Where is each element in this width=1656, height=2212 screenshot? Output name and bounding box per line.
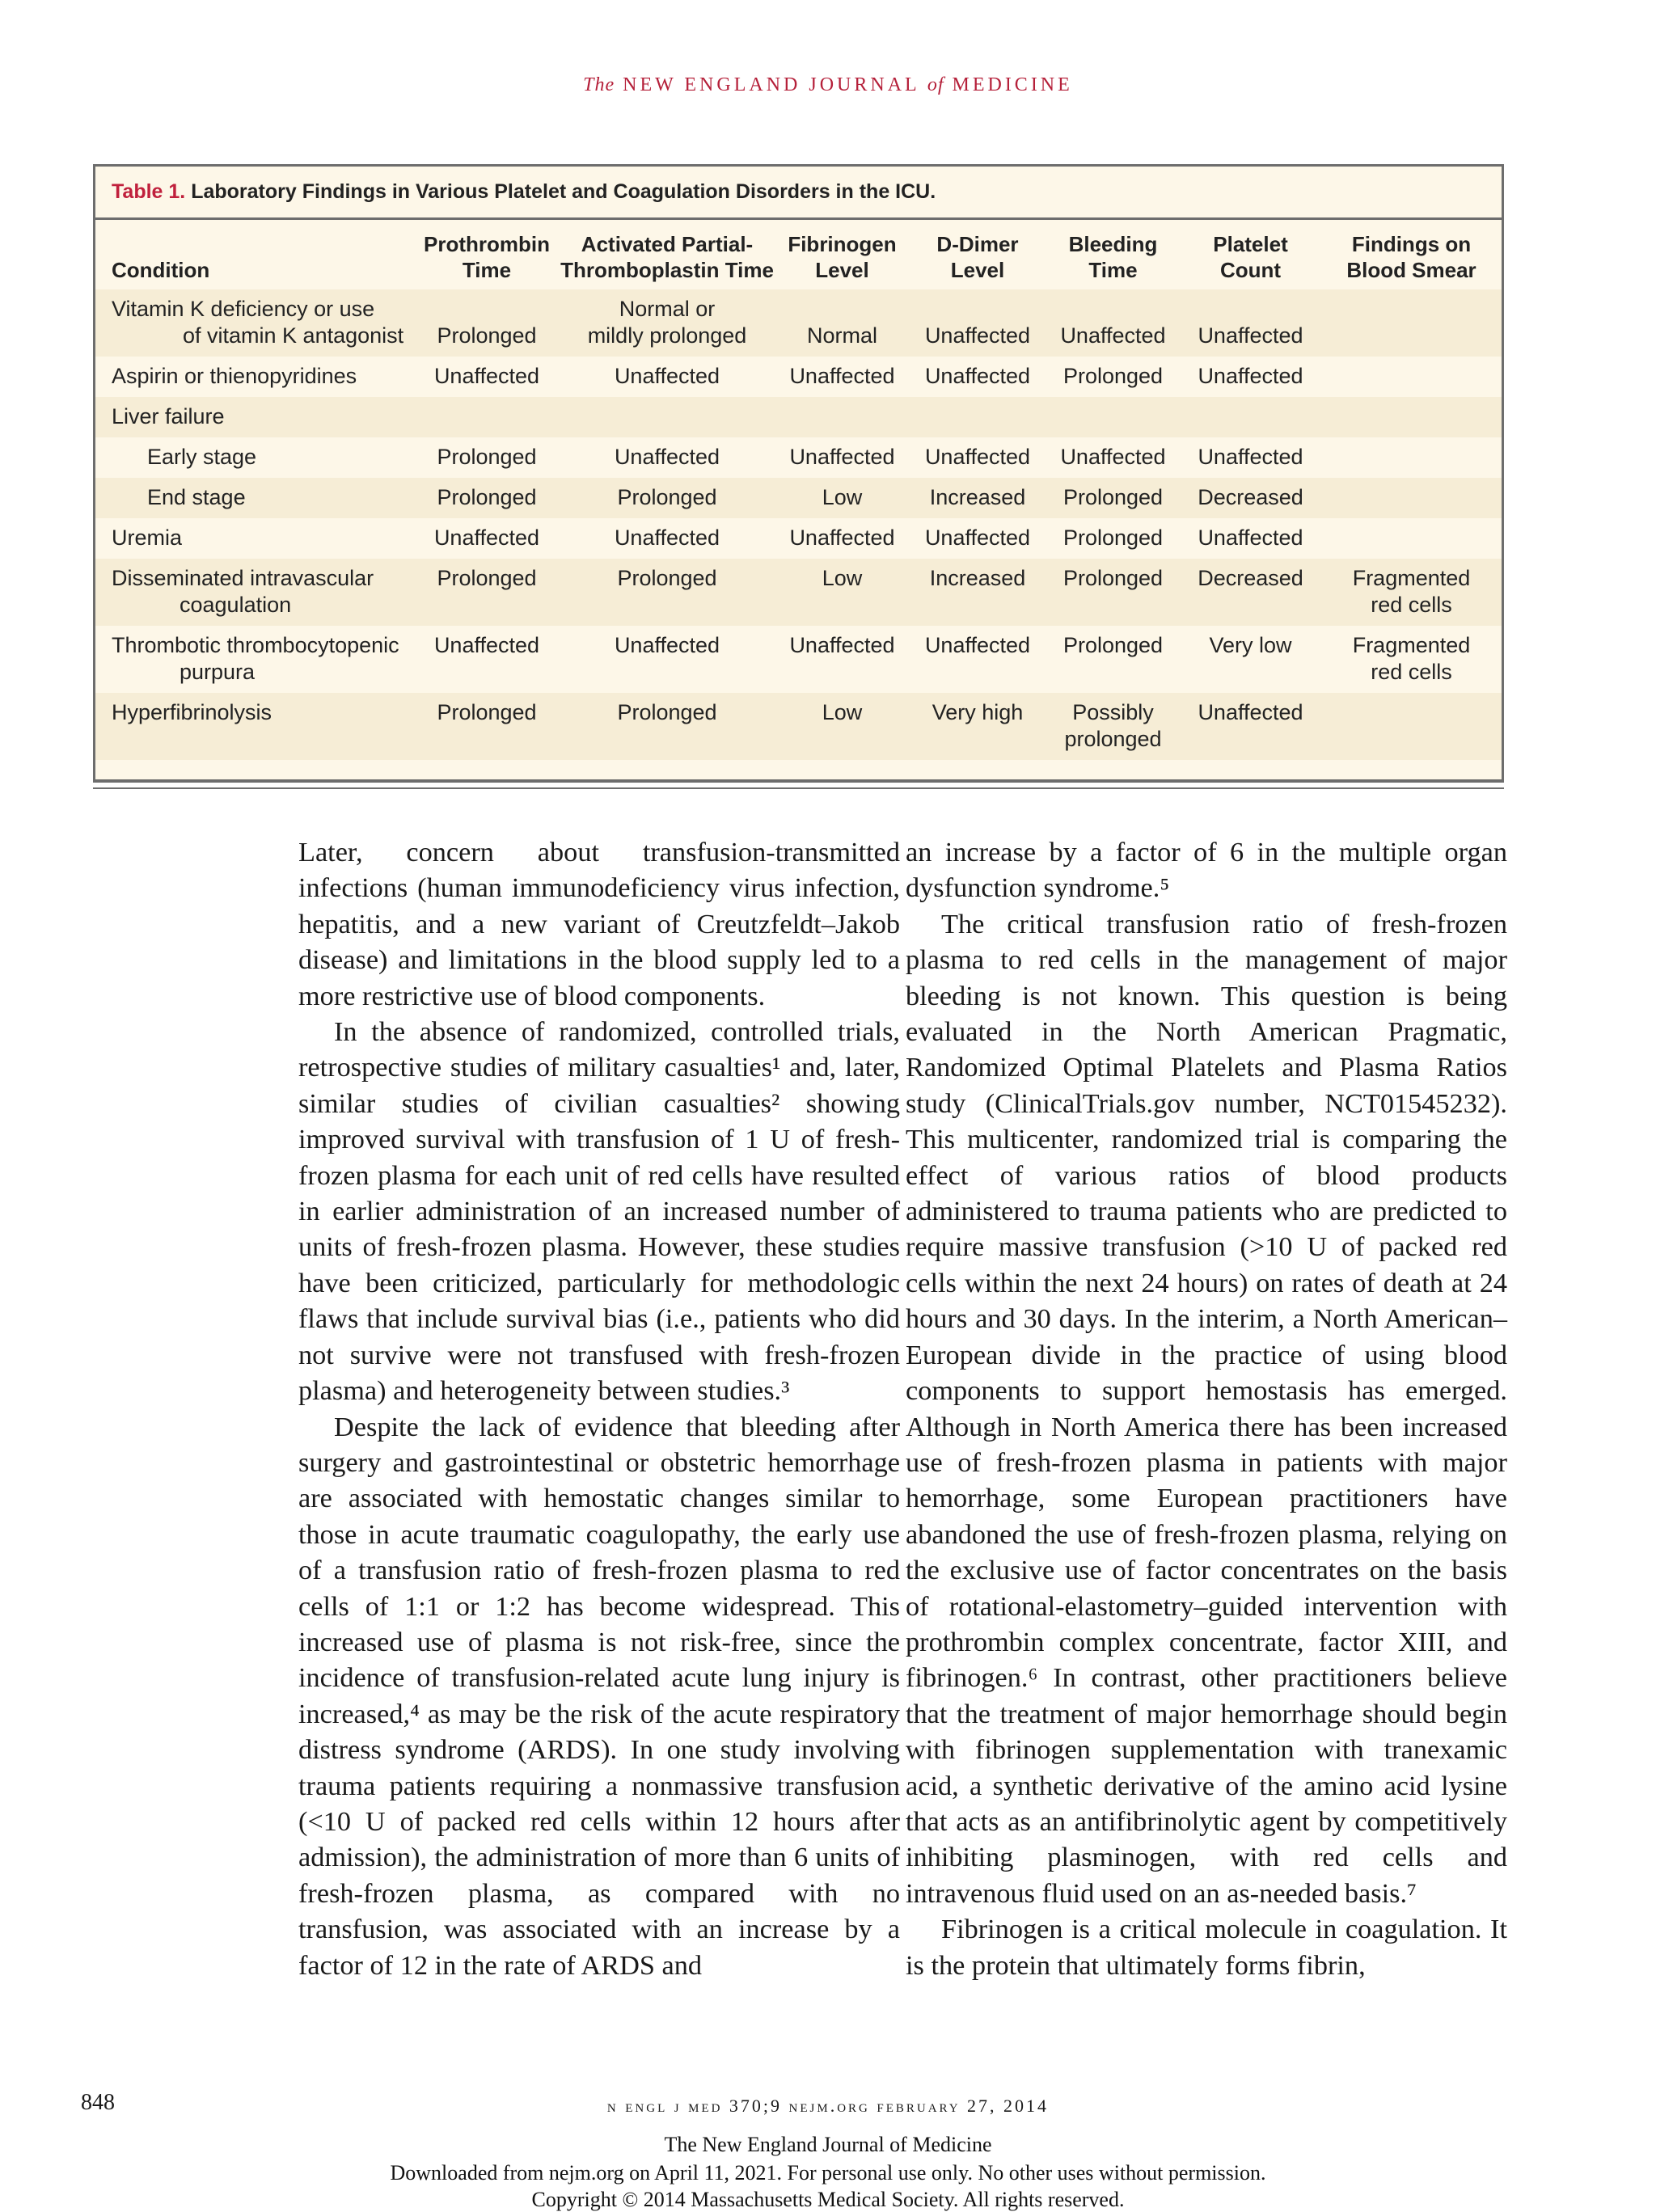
cell-aptt: Unaffected (559, 518, 775, 559)
cell-condition: Uremia (95, 518, 415, 559)
cell-pt: Prolonged (415, 478, 559, 518)
cell-condition: Vitamin K deficiency or use of vitamin K antagonist (95, 289, 415, 357)
table-title-text: Laboratory Findings in Various Platelet and Coagulation Disorders in the ICU. (191, 180, 936, 203)
running-head-of: of (927, 74, 944, 95)
paragraph: In the absence of randomized, controlled trials, retrospective studies of military casualties¹ and, later, similar studies of civilian casualties² showing improved survival with transfusion of 1 U of fresh-frozen plasma for each unit of red cells have resulted in earlier administration of an increased number of units of fresh-frozen plasma. However, these studies have been criticized, particularly for methodologic flaws that include survival bias (i.e., patients who did not survive were not transfused with fresh-frozen plasma) and heterogeneity between studies.³ (298, 1016, 900, 1407)
cell-blood-smear (1321, 289, 1502, 357)
col-header-condition: Condition (95, 220, 415, 289)
cell-bleeding-time: Unaffected (1046, 289, 1180, 357)
cell-pt: Prolonged (415, 289, 559, 357)
col-header-aptt: Activated Partial- Thromboplastin Time (559, 220, 775, 289)
paragraph: Later, concern about transfusion-transmitted infections (human immunodeficiency virus infection, hepatitis, and a new variant of Creutzfeldt–Jakob disease) and limitations in the blood supply led to a more restrictive use of blood components. (298, 837, 900, 1011)
paragraph: Fibrinogen is a critical molecule in coagulation. It is the protein that ultimately forms fibrin, (906, 1914, 1507, 1981)
cell-blood-smear (1321, 357, 1502, 397)
col-header-platelet-count: Platelet Count (1180, 220, 1321, 289)
cell-fibrinogen: Unaffected (775, 626, 909, 693)
cell-d-dimer: Increased (909, 559, 1046, 626)
cell-fibrinogen: Unaffected (775, 518, 909, 559)
cell-platelet-count: Unaffected (1180, 289, 1321, 357)
cell-fibrinogen: Low (775, 478, 909, 518)
footer-journal: The New England Journal of Medicine (664, 2133, 992, 2156)
col-header-fibrinogen: Fibrinogen Level (775, 220, 909, 289)
running-head-part1: NEW ENGLAND JOURNAL (623, 74, 919, 95)
cell-condition: Liver failure (95, 397, 415, 437)
running-head (0, 74, 1656, 96)
table-row (95, 626, 1502, 693)
cell-pt: Unaffected (415, 626, 559, 693)
cell-condition: Hyperfibrinolysis (95, 693, 415, 760)
cell-platelet-count: Very low (1180, 626, 1321, 693)
cell-bleeding-time: Prolonged (1046, 357, 1180, 397)
table-row (95, 289, 1502, 357)
right-column (906, 834, 1507, 1983)
cell-aptt: Prolonged (559, 478, 775, 518)
cell-blood-smear: Fragmented red cells (1321, 626, 1502, 693)
cell-condition: Aspirin or thienopyridines (95, 357, 415, 397)
cell-pt: Prolonged (415, 559, 559, 626)
left-column (298, 834, 900, 1983)
col-header-d-dimer: D-Dimer Level (909, 220, 1046, 289)
cell-platelet-count: Unaffected (1180, 693, 1321, 760)
cell-d-dimer: Unaffected (909, 357, 1046, 397)
table-row (95, 357, 1502, 397)
col-header-bleeding-time: Bleeding Time (1046, 220, 1180, 289)
cell-pt: Prolonged (415, 437, 559, 478)
cell-aptt: Unaffected (559, 357, 775, 397)
cell-blood-smear (1321, 693, 1502, 760)
cell-bleeding-time: Unaffected (1046, 437, 1180, 478)
running-head-the: The (583, 74, 615, 95)
cell-empty (415, 397, 1502, 437)
cell-condition: Disseminated intravascular coagulation (95, 559, 415, 626)
lab-findings-table (95, 220, 1502, 760)
cell-d-dimer: Very high (909, 693, 1046, 760)
cell-blood-smear (1321, 518, 1502, 559)
table-row (95, 518, 1502, 559)
copyright: Copyright © 2014 Massachusetts Medical Society. All rights reserved. (531, 2188, 1125, 2211)
table-title (95, 167, 1502, 220)
table-row (95, 693, 1502, 760)
cell-bleeding-time: Prolonged (1046, 559, 1180, 626)
table-label: Table 1. (112, 180, 186, 203)
cell-platelet-count: Unaffected (1180, 357, 1321, 397)
page-number: 848 (81, 2090, 115, 2115)
cell-aptt: Prolonged (559, 693, 775, 760)
download-notice: Downloaded from nejm.org on April 11, 2021. For personal use only. No other uses without permission. (390, 2161, 1266, 2185)
cell-fibrinogen: Unaffected (775, 437, 909, 478)
cell-platelet-count: Decreased (1180, 478, 1321, 518)
paragraph: The critical transfusion ratio of fresh-frozen plasma to red cells in the management of major bleeding is not known. This question is being evaluated in the North American Pragmatic, Randomized Optimal Platelets and Plasma Ratios study (ClinicalTrials.gov number, NCT01545232). This multicenter, randomized trial is comparing the effect of various ratios of blood products administered to trauma patients who are predicted to require massive transfusion (>10 U of packed red cells within the next 24 hours) on rates of death at 24 hours and 30 days. In the interim, a North American–European divide in the practice of using blood components to support hemostasis has emerged. Although in North America there has been increased use of fresh-frozen plasma in patients with major hemorrhage, some European practitioners have abandoned the use of fresh-frozen plasma, relying on the exclusive use of factor concentrates on the basis of rotational-elastometry–guided intervention with prothrombin complex concentrate, factor XIII, and fibrinogen.⁶ In contrast, other practitioners believe that the treatment of major hemorrhage should begin with fibrinogen supplementation with tranexamic acid, a synthetic derivative of the amino acid lysine that acts as an antifibrinolytic agent by competitively inhibiting plasminogen, with red cells and intravenous fluid used on an as-needed basis.⁷ (906, 908, 1507, 1909)
cell-condition: End stage (95, 478, 415, 518)
cell-platelet-count: Unaffected (1180, 518, 1321, 559)
table-row (95, 559, 1502, 626)
table-row (95, 437, 1502, 478)
cell-bleeding-time: Possibly prolonged (1046, 693, 1180, 760)
cell-d-dimer: Unaffected (909, 437, 1046, 478)
running-head-part2: MEDICINE (952, 74, 1073, 95)
table-row (95, 397, 1502, 437)
table-header-row (95, 220, 1502, 289)
table-1 (93, 164, 1504, 783)
cell-pt: Unaffected (415, 357, 559, 397)
cell-d-dimer: Unaffected (909, 289, 1046, 357)
paragraph: an increase by a factor of 6 in the multiple organ dysfunction syndrome.⁵ (906, 837, 1507, 904)
cell-blood-smear: Fragmented red cells (1321, 559, 1502, 626)
cell-platelet-count: Unaffected (1180, 437, 1321, 478)
cell-condition: Thrombotic thrombocytopenic purpura (95, 626, 415, 693)
cell-d-dimer: Unaffected (909, 518, 1046, 559)
cell-fibrinogen: Normal (775, 289, 909, 357)
cell-pt: Unaffected (415, 518, 559, 559)
cell-d-dimer: Increased (909, 478, 1046, 518)
paragraph: Despite the lack of evidence that bleeding after surgery and gastrointestinal or obstetric hemorrhage are associated with hemostatic changes similar to those in acute traumatic coagulopathy, the early use of a transfusion ratio of fresh-frozen plasma to red cells of 1:1 or 1:2 has become widespread. This increased use of plasma is not risk-free, since the incidence of transfusion-related acute lung injury is increased,⁴ as may be the risk of the acute respiratory distress syndrome (ARDS). In one study involving trauma patients requiring a nonmassive transfusion (<10 U of packed red cells within 12 hours after admission), the administration of more than 6 units of fresh-frozen plasma, as compared with no transfusion, was associated with an increase by a factor of 12 in the rate of ARDS and (298, 1411, 900, 1981)
cell-bleeding-time: Prolonged (1046, 478, 1180, 518)
table-row (95, 478, 1502, 518)
cell-aptt: Prolonged (559, 559, 775, 626)
cell-aptt: Unaffected (559, 437, 775, 478)
cell-blood-smear (1321, 437, 1502, 478)
cell-condition: Early stage (95, 437, 415, 478)
col-header-blood-smear: Findings on Blood Smear (1321, 220, 1502, 289)
cell-bleeding-time: Prolonged (1046, 626, 1180, 693)
cell-blood-smear (1321, 478, 1502, 518)
cell-fibrinogen: Low (775, 559, 909, 626)
cell-fibrinogen: Unaffected (775, 357, 909, 397)
cell-aptt: Normal or mildly prolonged (559, 289, 775, 357)
cell-d-dimer: Unaffected (909, 626, 1046, 693)
cell-platelet-count: Decreased (1180, 559, 1321, 626)
cell-fibrinogen: Low (775, 693, 909, 760)
cell-pt: Prolonged (415, 693, 559, 760)
col-header-prothrombin-time: Prothrombin Time (415, 220, 559, 289)
cell-aptt: Unaffected (559, 626, 775, 693)
footer-citation: n engl j med 370;9 nejm.org february 27, 2014 (606, 2096, 1050, 2116)
cell-bleeding-time: Prolonged (1046, 518, 1180, 559)
